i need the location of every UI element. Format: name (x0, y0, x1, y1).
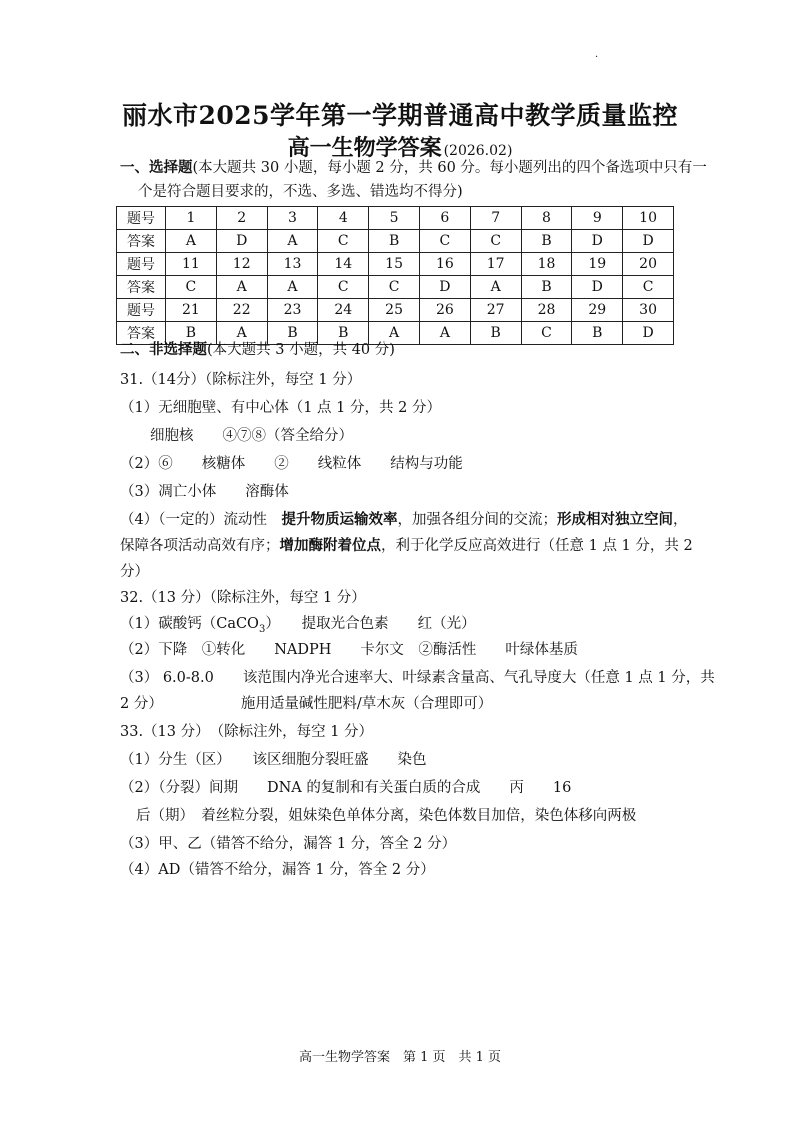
answer-cell: C (419, 230, 470, 253)
q31-line4: （3）凋亡小体 溶酶体 (120, 484, 289, 500)
answer-cell: D (572, 276, 623, 299)
answer-cell: C (521, 322, 572, 345)
part1-heading: 一、选择题 (120, 159, 193, 176)
question-number-cell: 19 (572, 253, 623, 276)
answer-label: 答案 (117, 322, 166, 345)
answer-cell: B (572, 322, 623, 345)
answer-cell: B (318, 322, 369, 345)
q32-line3: （3） 6.0-8.0 该范围内净光合速率大、叶绿素含量高、气孔导度大（任意 1 点 1 分，共 (120, 670, 715, 686)
question-number-cell: 27 (470, 299, 521, 322)
answer-cell: D (216, 230, 267, 253)
question-number-row (117, 253, 674, 276)
q33-line1: （1）分生（区） 该区细胞分裂旺盛 染色 (120, 752, 427, 768)
q32-line2: （2）下降 ①转化 NADPH 卡尔文 ②酶活性 叶绿体基质 (120, 642, 578, 658)
question-number-cell: 12 (216, 253, 267, 276)
answer-cell: C (369, 276, 420, 299)
question-number-cell: 24 (318, 299, 369, 322)
answer-cell: C (318, 230, 369, 253)
q32-line4 (120, 694, 492, 714)
answer-cell: B (521, 230, 572, 253)
part2-heading-line (120, 340, 395, 360)
q32-l1b: ） 提取光合色素 红（光） (265, 616, 476, 632)
answer-row (117, 276, 674, 299)
question-number-label: 题号 (117, 299, 166, 322)
question-number-row (117, 299, 674, 322)
answer-cell: C (470, 230, 521, 253)
part1-desc2: 个是符合题目要求的，不选、多选、错选均不得分) (138, 184, 463, 200)
answer-cell: B (470, 322, 521, 345)
answer-cell: A (267, 276, 318, 299)
answer-cell: A (267, 230, 318, 253)
q31-l6b: 增加酶附着位点 (279, 537, 381, 554)
part1-desc1: (本大题共 30 小题，每小题 2 分，共 60 分。每小题列出的四个备选项中只有一 (192, 160, 707, 176)
answer-cell: D (572, 230, 623, 253)
question-number-cell: 25 (369, 299, 420, 322)
question-number-cell: 10 (623, 207, 674, 230)
answer-cell: A (216, 276, 267, 299)
subtitle-text: 高一生物学答案 (287, 135, 442, 161)
question-number-cell: 20 (623, 253, 674, 276)
q32-l1a: （1）碳酸钙（CaCO (120, 616, 259, 632)
question-number-cell: 28 (521, 299, 572, 322)
answer-cell: B (369, 230, 420, 253)
q33-line4: （3）甲、乙（错答不给分，漏答 1 分，答全 2 分） (120, 836, 457, 852)
question-number-cell: 23 (267, 299, 318, 322)
q31-line7: 分） (120, 564, 149, 580)
question-number-cell: 30 (623, 299, 674, 322)
part1-heading-line (120, 158, 707, 178)
scan-dot: · (595, 52, 599, 63)
q31-line2: 细胞核 ④⑦⑧（答全给分） (150, 428, 353, 444)
question-number-cell: 14 (318, 253, 369, 276)
q32-head: 32.（13 分）（除标注外，每空 1 分） (120, 590, 366, 606)
q31-line1: （1）无细胞壁、有中心体（1 点 1 分，共 2 分） (120, 400, 441, 416)
q31-l6c: ，利于化学反应高效进行（任意 1 点 1 分，共 2 (381, 538, 693, 554)
q32-line1 (120, 614, 476, 640)
q33-line5: （4）AD（错答不给分，漏答 1 分，答全 2 分） (120, 862, 435, 878)
question-number-cell: 26 (419, 299, 470, 322)
answer-cell: C (318, 276, 369, 299)
question-number-cell: 9 (572, 207, 623, 230)
q32-l4b: 施用适量碱性肥料/草木灰（合理即可） (240, 696, 493, 712)
question-number-cell: 5 (369, 207, 420, 230)
question-number-cell: 6 (419, 207, 470, 230)
q31-l5e: ， (672, 512, 688, 528)
question-number-cell: 29 (572, 299, 623, 322)
q31-head: 31.（14分）（除标注外，每空 1 分） (120, 372, 362, 388)
question-number-cell: 16 (419, 253, 470, 276)
question-number-cell: 17 (470, 253, 521, 276)
q31-line3: （2）⑥ 核糖体 ② 线粒体 结构与功能 (120, 456, 463, 472)
question-number-cell: 21 (166, 299, 217, 322)
answer-row (117, 230, 674, 253)
question-number-cell: 4 (318, 207, 369, 230)
q31-line6 (120, 536, 693, 556)
q31-l6a: 保障各项活动高效有序； (120, 538, 280, 554)
question-number-cell: 11 (166, 253, 217, 276)
question-number-cell: 1 (166, 207, 217, 230)
q33-head: 33.（13 分） （除标注外，每空 1 分） (120, 724, 374, 740)
answer-table (116, 206, 674, 345)
page-title: 丽水市2025学年第一学期普通高中教学质量监控 (121, 101, 679, 130)
q31-l5b: 提升物质运输效率 (281, 511, 398, 528)
answer-label: 答案 (117, 230, 166, 253)
part2-heading: 二、非选择题 (120, 341, 207, 358)
question-number-cell: 18 (521, 253, 572, 276)
question-number-cell: 8 (521, 207, 572, 230)
answer-cell: A (216, 322, 267, 345)
q31-l5c: ，加强各组分间的交流； (397, 512, 557, 528)
answer-cell: D (623, 230, 674, 253)
answer-cell: B (521, 276, 572, 299)
q31-l5d: 形成相对独立空间 (556, 511, 673, 528)
question-number-cell: 2 (216, 207, 267, 230)
q31-line5 (120, 510, 687, 530)
question-number-cell: 3 (267, 207, 318, 230)
answer-cell: A (369, 322, 420, 345)
subtitle-date: (2026.02) (443, 143, 513, 159)
question-number-label: 题号 (117, 253, 166, 276)
q33-line2: （2）（分裂）间期 DNA 的复制和有关蛋白质的合成 丙 16 (120, 780, 572, 796)
answer-cell: B (166, 322, 217, 345)
part2-desc: (本大题共 3 小题，共 40 分) (207, 342, 395, 358)
question-number-cell: 13 (267, 253, 318, 276)
answer-cell: D (623, 322, 674, 345)
answer-cell: C (166, 276, 217, 299)
answer-cell: A (470, 276, 521, 299)
q33-line3: 后（期） 着丝粒分裂，姐妹染色单体分离，染色体数目加倍，染色体移向两极 (136, 808, 637, 824)
answer-cell: D (419, 276, 470, 299)
question-number-cell: 15 (369, 253, 420, 276)
question-number-cell: 7 (470, 207, 521, 230)
q31-l5a: （4）（一定的）流动性 (120, 512, 282, 528)
question-number-row (117, 207, 674, 230)
q32-l1sub: 3 (258, 623, 266, 635)
answer-cell: C (623, 276, 674, 299)
answer-label: 答案 (117, 276, 166, 299)
answer-cell: B (267, 322, 318, 345)
answer-cell: A (166, 230, 217, 253)
answer-cell: A (419, 322, 470, 345)
page-footer: 高一生物学答案 第 1 页 共 1 页 (298, 1050, 502, 1065)
question-number-cell: 22 (216, 299, 267, 322)
q32-l4a: 2 分） (120, 696, 163, 712)
question-number-label: 题号 (117, 207, 166, 230)
